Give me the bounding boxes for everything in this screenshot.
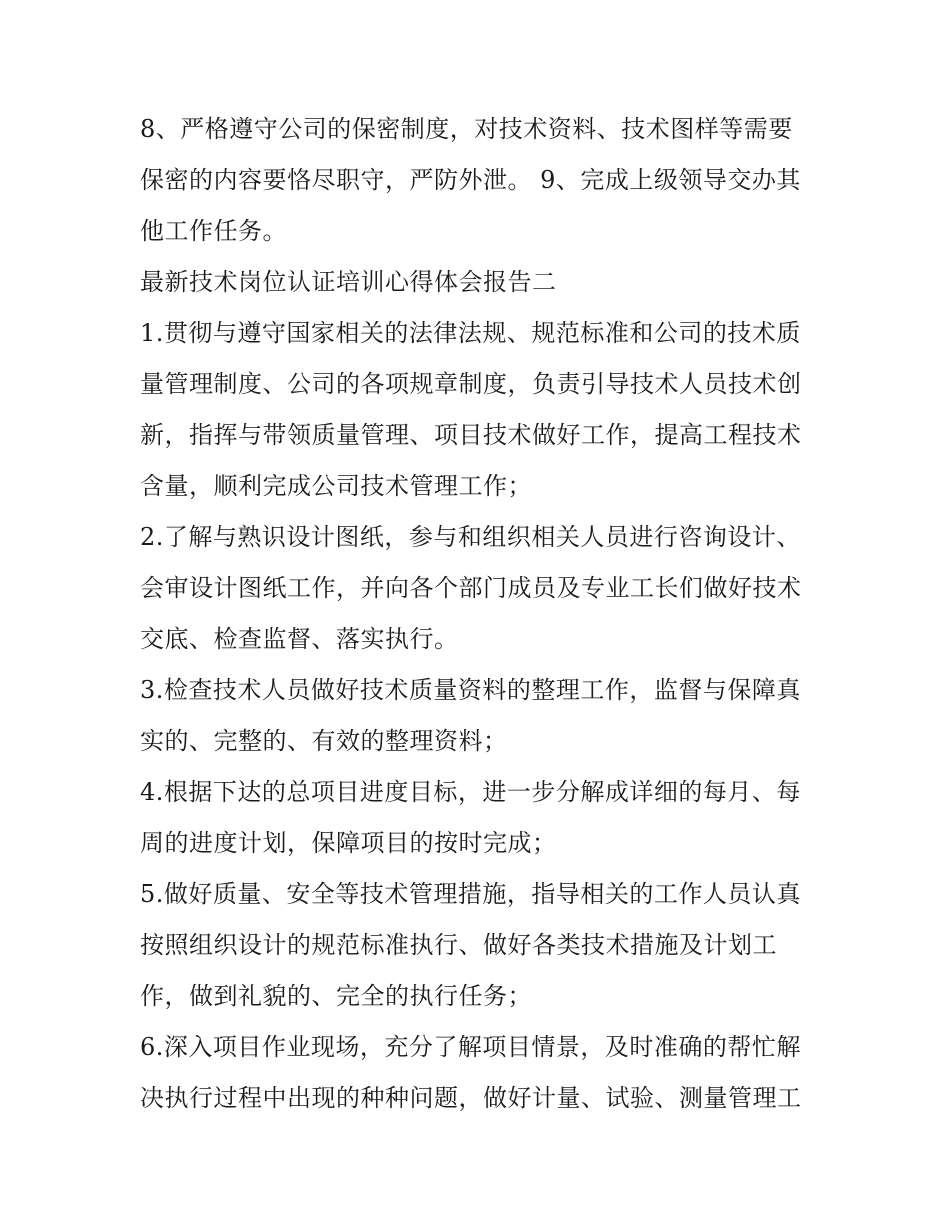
text-line-3: 他工作任务。 (140, 217, 287, 245)
text-line-7: 新，指挥与带领质量管理、项目技术做好工作，提高工程技术 (140, 421, 802, 449)
text-line-5: 1.贯彻与遵守国家相关的法律法规、规范标准和公司的技术质 (140, 319, 801, 347)
text-line-10: 会审设计图纸工作，并向各个部门成员及专业工长们做好技术 (140, 574, 802, 602)
text-line-2: 保密的内容要恪尽职守，严防外泄。 9、完成上级领导交办其 (140, 166, 801, 194)
text-line-16: 5.做好质量、安全等技术管理措施，指导相关的工作人员认真 (140, 880, 801, 908)
section-heading: 最新技术岗位认证培训心得体会报告二 (140, 268, 557, 296)
text-line-1: 8、严格遵守公司的保密制度，对技术资料、技术图样等需要 (140, 115, 793, 143)
text-line-9: 2.了解与熟识设计图纸，参与和组织相关人员进行咨询设计、 (140, 523, 801, 551)
document-body (140, 104, 820, 1124)
text-line-14: 4.根据下达的总项目进度目标，进一步分解成详细的每月、每 (140, 778, 801, 806)
text-line-20: 决执行过程中出现的种种问题，做好计量、试验、测量管理工 (140, 1084, 802, 1112)
text-line-19: 6.深入项目作业现场，充分了解项目情景，及时准确的帮忙解 (140, 1033, 801, 1061)
text-line-11: 交底、检查监督、落实执行。 (140, 625, 459, 653)
text-line-12: 3.检查技术人员做好技术质量资料的整理工作，监督与保障真 (140, 676, 801, 704)
text-line-6: 量管理制度、公司的各项规章制度，负责引导技术人员技术创 (140, 370, 802, 398)
text-line-15: 周的进度计划，保障项目的按时完成； (140, 829, 557, 857)
text-line-13: 实的、完整的、有效的整理资料； (140, 727, 508, 755)
text-line-18: 作，做到礼貌的、完全的执行任务； (140, 982, 532, 1010)
text-line-17: 按照组织设计的规范标准执行、做好各类技术措施及计划工 (140, 931, 777, 959)
text-line-8: 含量，顺利完成公司技术管理工作； (140, 472, 532, 500)
